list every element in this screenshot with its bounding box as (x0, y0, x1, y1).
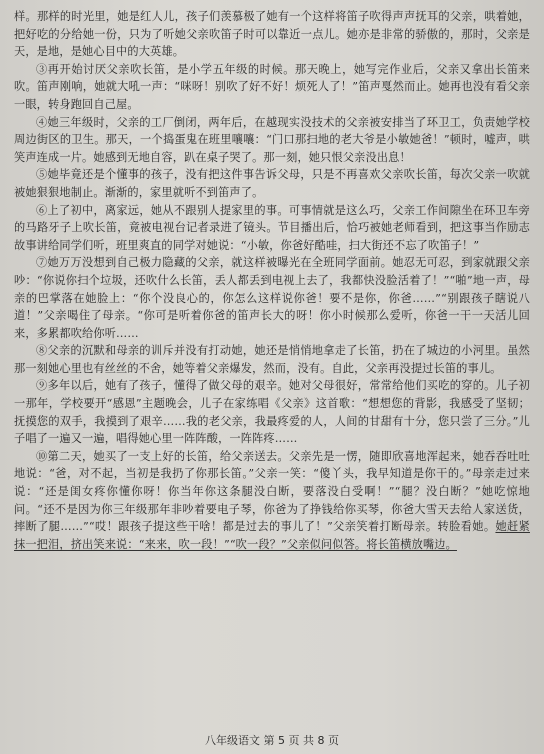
paragraph-3: ③再开始讨厌父亲吹长笛，是小学五年级的时候。那天晚上，她写完作业后，父亲又拿出长笛来吹。笛声刚响，她就大吼一声：“咪呀！别吹了好不好！烦死人了！”笛声戛然而止。她再也没有看父亲一眼，转身跑回自己屋。 (14, 62, 530, 111)
paragraph-10 (14, 448, 530, 554)
reading-passage (14, 8, 530, 553)
underlined-sentence: 她赶紧抹一把泪，挤出笑来说：“来来，吹一段！”“吹一段？”父亲似问似答。将长笛横放嘴边。 (14, 520, 530, 551)
page-footer: 八年级语文 第 5 页 共 8 页 (205, 734, 339, 747)
paragraph-10-text: ⑩第二天，她买了一支上好的长笛，给父亲送去。父亲先是一愣，随即欣喜地浑起来，她吞吞吐吐地说：“爸，对不起，当初是我扔了你那长笛。”父亲一笑：“傻丫头，我早知道是你干的。”母亲走过来说：“还是闺女疼你懂你呀！你当年你这条腿没白断，要落没白受啊！”“腿？没白断？”她吃惊地问。“还不是因为你三年级那年非吵着要电子琴，你爸为了挣钱给你买琴，你爸大雪天去给人家送货，摔断了腿……”“哎！跟孩子提这些干啥！都是过去的事儿了！”父亲笑着打断母亲。转脸看她。 (14, 449, 530, 534)
paragraph-6: ⑥上了初中，离家远，她从不跟别人提家里的事。可事情就是这么巧，父亲工作间隙坐在环卫车旁的马路牙子上吹长笛，竟被电视台记者录进了镜头。节目播出后，恰巧被她老师看到，把这事当作励志故事讲给同学们听，班里爽直的同学对她说：“小敏，你爸好酷哇，扫大街还不忘了吹笛子！” (14, 203, 530, 252)
paragraph-7: ⑦她万万没想到自己极力隐藏的父亲，就这样被曝光在全班同学面前。她忍无可忍，到家就跟父亲吵：“你说你扫个垃圾，还吹什么长笛，丢人都丢到电视上去了，我都快没脸活着了！”“啪”地一声，母亲的巴掌落在她脸上：“你个没良心的，你怎么这样说你爸！要不是你，你爸……”“别跟孩子瞎说八道！”父亲喝住了母亲。“你可是听着你爸的笛声长大的呀！你小时候那么爱听，你爸一干一天活儿回来，多累都吹给你听…… (14, 256, 530, 340)
paragraph-5: ⑤她毕竟还是个懂事的孩子，没有把这件事告诉父母，只是不再喜欢父亲吹长笛，每次父亲一吹就被她狠狠地制止。渐渐的，家里就听不到笛声了。 (14, 168, 530, 199)
paragraph-8: ⑧父亲的沉默和母亲的训斥并没有打动她，她还是悄悄地拿走了长笛，扔在了城边的小河里。虽然那一刻她心里也有丝丝的不舍，她等着父亲爆发，然而，没有。自此，父亲再没提过长笛的事儿。 (14, 344, 530, 375)
paragraph-9: ⑨多年以后，她有了孩子，懂得了做父母的艰辛。她对父母很好，常常给他们买吃的穿的。儿子初一那年，学校要开“感恩”主题晚会，儿子在家练唱《父亲》这首歌：“想想您的背影，我感受了坚韧；抚摸您的双手，我摸到了艰辛……我的老父亲，我最疼爱的人，人间的甘甜有十分，您只尝了三分。”儿子唱了一遍又一遍，唱得她心里一阵阵酸，一阵阵疼…… (14, 379, 530, 446)
paragraph-4: ④她三年级时，父亲的工厂倒闭，两年后，在越现实没技术的父亲被安排当了环卫工，负责她学校周边街区的卫生。那天，一个捣蛋鬼在班里嚷嚷：“门口那扫地的老大爷是小敏她爸！”顿时，嘘声，哄笑声连成一片。她感到无地自容，趴在桌子哭了。那一刻，她只恨父亲没出息！ (14, 115, 530, 164)
paragraph-1: 样。那样的时光里，她是红人儿，孩子们羡慕极了她有一个这样将笛子吹得声声抚耳的父亲，哄着她，把好吃的分给她一份，只为了听她父亲吹笛子时可以靠近一点儿。她亦是非常的骄傲的，那时，父亲是天，是地，是她心目中的大英雄。 (14, 10, 530, 59)
